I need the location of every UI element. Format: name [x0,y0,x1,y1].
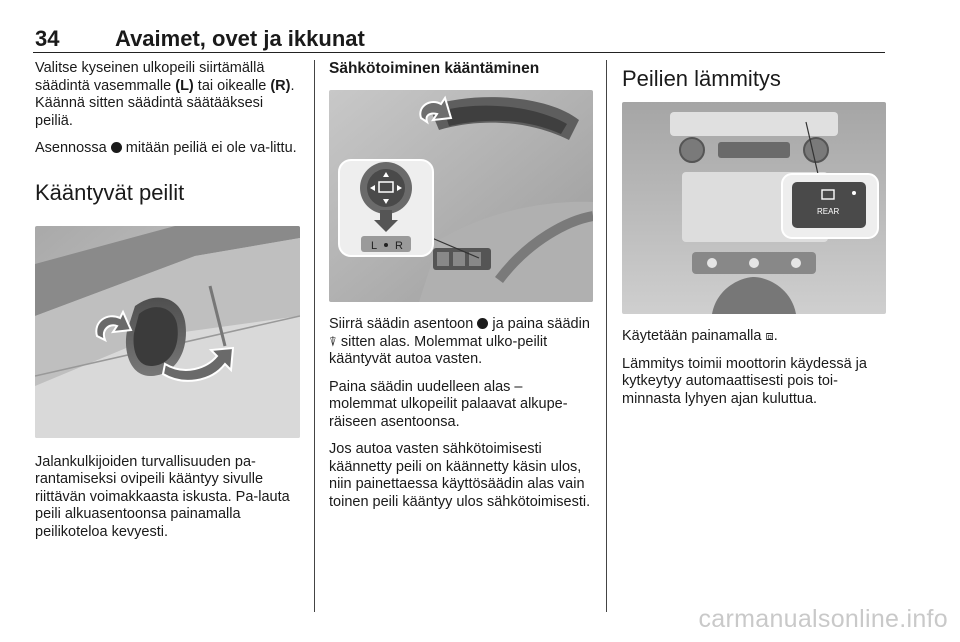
manual-fold-note-paragraph: Jos autoa vasten sähkötoimisesti käännetty peili on käännetty käsin ulos, niin painettaessa käyttösäädin alas vain toinen peili kääntyy ulos sähkötoimisesti. [329,441,591,510]
watermark: carmanualsonline.info [698,605,948,633]
column-2 [329,60,593,521]
chapter-title: Avaimet, ovet ja ikkunat [115,26,365,51]
section-heading-mirror-heating: Peilien lämmitys [622,66,781,91]
page-number: 34 [35,26,60,51]
fold-instruction-paragraph: Siirrä säädin asentoon ja paina säädin ⍒ sitten alas. Molemmat ulko-peilit kääntyvät autoa vasten. [329,316,590,367]
heating-auto-off-paragraph: Lämmitys toimii moottorin käydessä ja kytkeytyy automaattisesti pois toi-minnasta lyhyen ajan kuluttua. [622,355,867,407]
column-3 [622,60,886,418]
electric-folding-illustration [329,90,593,302]
section-heading-folding-mirrors: Kääntyvät peilit [35,179,185,205]
column-1 [35,60,300,551]
column-divider [606,60,607,612]
section-heading-electric-folding: Sähkötoiminen kääntäminen [329,60,540,77]
left-mirror-label: L [371,240,378,252]
rear-window-heating-icon: ⧈ [765,329,774,344]
folding-mirror-illustration [35,226,300,438]
page-header [33,22,885,53]
neutral-position-dot-icon [477,318,488,329]
neutral-position-paragraph: Asennossa mitään peiliä ei ole va-littu. [35,140,297,156]
pedestrian-safety-paragraph: Jalankulkijoiden turvallisuuden pa-rantamiseksi ovipeili kääntyy sivulle riittävän voimakkaasta iskusta. Pa-lauta peili alkuasentoonsa painamalla peilikoteloa kevyesti. [35,453,290,540]
right-mirror-label: R [395,240,403,252]
heating-usage-paragraph: Käytetään painamalla ⧈. [622,328,778,344]
mirror-select-paragraph: Valitse kyseinen ulkopeili siirtämällä säädintä vasemmalle (L) tai oikealle (R). Käännä sitten säädintä säätääksesi peiliä. [35,60,295,129]
column-divider [314,60,315,612]
rear-button-label: REAR [817,207,840,216]
fold-mirrors-symbol-icon: ⍒ [329,334,337,350]
rear-heating-button-illustration [622,102,886,314]
unfold-instruction-paragraph: Paina säädin uudelleen alas – molemmat ulkopeilit palaavat alkupe-räiseen asentoonsa. [329,378,568,430]
neutral-position-dot-icon [111,142,122,153]
